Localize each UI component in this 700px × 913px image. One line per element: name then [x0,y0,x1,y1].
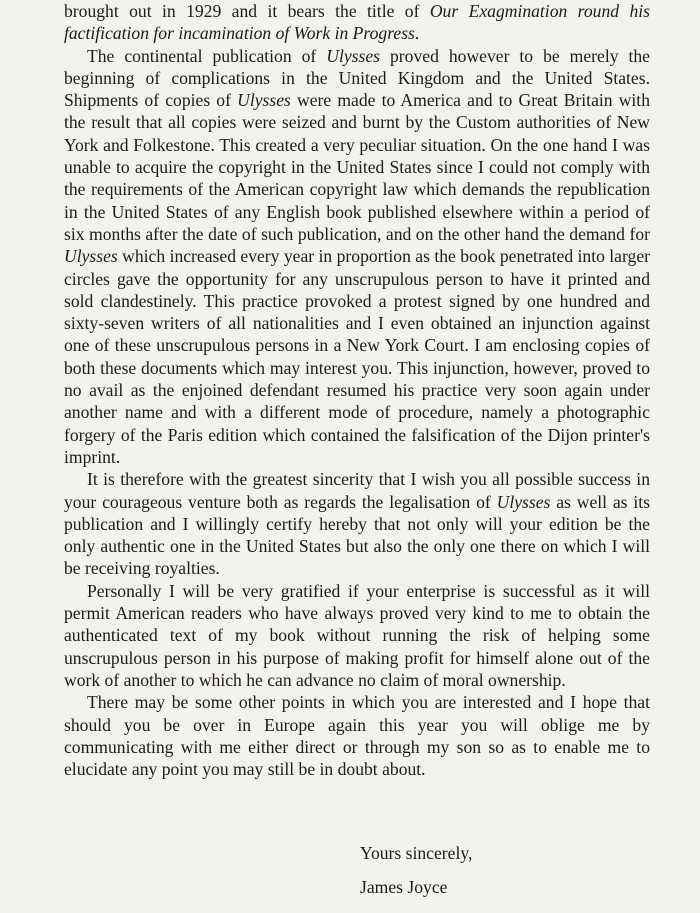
paragraph-text: The continental publication of [87,45,327,66]
paragraph-text: . [414,23,420,44]
paragraph-text: were made to America and to Great Britain with the result that all copies were seized and burnt by the Custom authorities of New York and Folkestone. This created a very peculiar situation. On the one hand I was unable to acquire the copyright in the United States since I could not comply with the requirements of the American copyright law which demands the republication in the United States of any English book published elsewhere within a period of six months after the date of such publication, and on the other hand the demand for [64,90,650,244]
italic-title-text: Ulysses [237,90,291,111]
signature: James Joyce [360,877,448,897]
letter-paragraph [64,0,650,45]
italic-title-text: Ulysses [64,246,118,267]
letter-paragraph [64,580,650,691]
paragraph-text: as well as its publication and I willingly certify hereby that not only will your edition be the only authentic one in the United States but also the only one there on which I will be receiving royalties. [64,491,650,579]
paragraph-text: which increased every year in proportion as the book penetrated into larger circles gave the opportunity for any unscrupulous person to have it printed and sold clandestinely. This practice provoked a protest signed by one hundred and sixty-seven writers of all nationalities and I even obtained an injunction against one of these unscrupulous persons in a New York Court. I am enclosing copies of both these documents which may interest you. This injunction, however, proved to no avail as the enjoined defendant resumed his practice very soon again under another name and with a different mode of procedure, namely a photographic forgery of the Paris edition which contained the falsification of the Dijon printer's imprint. [64,246,650,467]
letter-paragraph [64,691,650,780]
letter-paragraph [64,45,650,469]
letter-body [64,0,650,780]
paragraph-text: It is therefore with the greatest sincerity that I wish you all possible success in your courageous venture both as regards the legalisation of [64,469,650,512]
paragraph-text: brought out in 1929 and it bears the title of [64,1,430,21]
paragraph-text: Personally I will be very gratified if your enterprise is successful as it will permit American readers who have always proved very kind to me to obtain the authenticated text of my book without running the risk of helping some unscrupulous person in his purpose of making profit for himself alone out of the work of another to which he can advance no claim of moral ownership. [64,580,650,690]
italic-title-text: Ulysses [326,45,381,66]
paragraph-text: proved however to be merely the beginning of complications in the United Kingdom and the United States. Shipments of copies of [64,45,650,111]
italic-title-text: Our Exagmination round his factification for incamination of Work in Progress [64,1,650,44]
letter-paragraph [64,468,650,579]
paragraph-text: There may be some other points in which you are interested and I hope that should you be over in Europe again this year you will oblige me by communicating with me either direct or through my son so as to enable me to elucidate any point you may still be in doubt about. [64,692,650,780]
closing-salutation: Yours sincerely, [360,843,473,863]
italic-title-text: Ulysses [496,491,551,512]
